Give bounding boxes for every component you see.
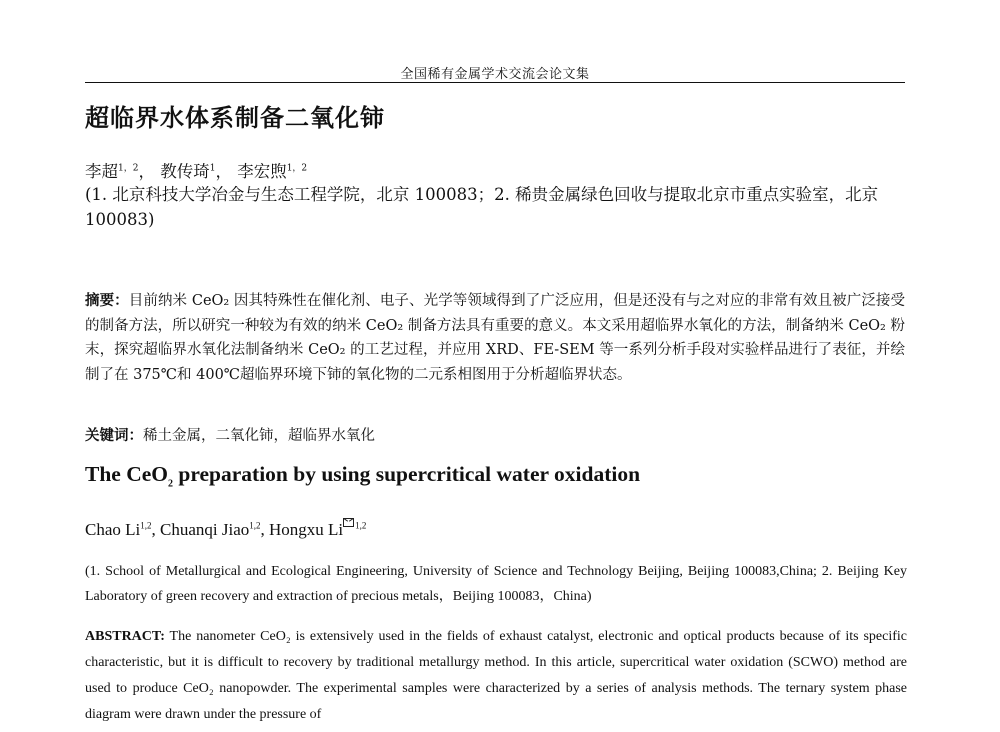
abstract-cn xyxy=(85,289,905,387)
author-cn-2: 教传琦$^1$， xyxy=(160,162,232,181)
affiliation-en: (1. School of Metallurgical and Ecological Engineering, University of Science and Technology Beijing, Beijing 100083,China; 2. Beijing Key Laboratory of green recovery and extraction of precious metals，Beijing 100083，China) xyxy=(85,564,907,604)
author-cn-1: 李超$^{1,2}$， xyxy=(85,162,155,181)
envelope-icon xyxy=(343,518,354,527)
affiliation-cn: (1. 北京科技大学冶金与生态工程学院，北京 100083；2. 稀贵金属绿色回收与提取北京市重点实验室，北京 100083) xyxy=(85,185,879,229)
header-rule xyxy=(85,82,905,83)
abstract-en-label: ABSTRACT: xyxy=(85,629,165,644)
paper-title-cn: 超临界水体系制备二氧化铈 xyxy=(85,103,385,132)
author-en-3: Hongxu Li $^{1,2}$ xyxy=(269,519,367,539)
author-list-en xyxy=(85,519,366,540)
abstract-cn-label: 摘要： xyxy=(85,292,129,309)
keywords-cn-text: 稀土金属，二氧化铈，超临界水氧化 xyxy=(143,428,375,444)
keywords-cn-label: 关键词： xyxy=(85,427,143,444)
abstract-en-text: The nanometer CeO₂ is extensively used in the fields of exhaust catalyst, electronic and optical products because of its specific characteristic, but it is difficult to recovery by traditional metallurgy method. In this article, supercritical water oxidation (SCWO) method are used to produce CeO₂ nanopowder. The experimental samples were characterized by a series of analysis methods. The ternary system phase diagram were drawn under the pressure of xyxy=(85,629,907,722)
running-header: 全国稀有金属学术交流会论文集 xyxy=(400,67,590,82)
author-en-2: Chuanqi Jiao$^{1,2}$, xyxy=(160,519,269,539)
paper-title-en: The CeO$_2$ preparation by using supercritical water oxidation xyxy=(85,462,641,490)
author-cn-3: 李宏煦$^{1,2}$ xyxy=(237,162,308,181)
abstract-en xyxy=(85,624,907,728)
abstract-cn-text: 目前纳米 CeO₂ 因其特殊性在催化剂、电子、光学等领域得到了广泛应用，但是还没有与之对应的非常有效且被广泛接受的制备方法，所以研究一种较为有效的纳米 CeO₂ 制备方法具有重要的意义。本文采用超临界水氧化的方法，制备纳米 CeO₂ 粉末，探究超临界水氧化法制备纳米 CeO₂ 的工艺过程，并应用 XRD、FE-SEM 等一系列分析手段对实验样品进行了表征，并绘制了在 375℃和 400℃超临界环境下铈的氧化物的二元系相图用于分析超临界状态。 xyxy=(85,293,906,383)
author-list-cn xyxy=(85,158,307,182)
keywords-cn xyxy=(85,424,905,445)
author-en-1: Chao Li$^{1,2}$, xyxy=(85,519,160,539)
